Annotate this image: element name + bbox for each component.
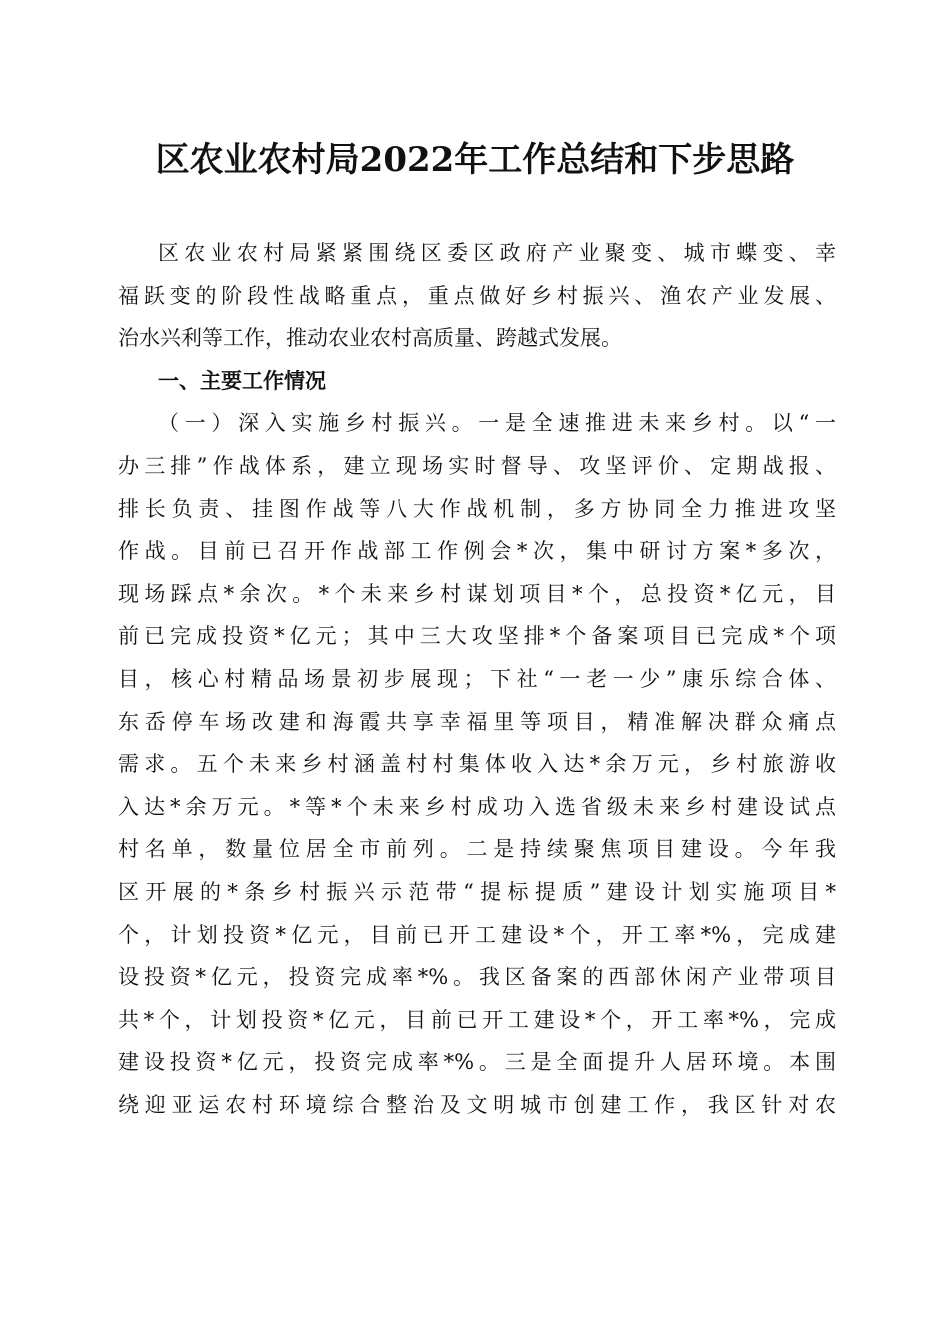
intro-paragraph (118, 232, 836, 360)
text-line: 前已完成投资*亿元；其中三大攻坚排*个备案项目已完成*个项 (118, 624, 836, 649)
text-line: 作战。目前已召开作战部工作例会*次，集中研讨方案*多次， (118, 539, 836, 564)
text-line: 福跃变的阶段性战略重点，重点做好乡村振兴、渔农产业发展、 (118, 283, 836, 308)
text-line: 入达*余万元。*等*个未来乡村成功入选省级未来乡村建设试点 (118, 794, 836, 819)
text-line: 东岙停车场改建和海霞共享幸福里等项目，精准解决群众痛点 (118, 709, 836, 734)
text-line: （一）深入实施乡村振兴。一是全速推进未来乡村。以“一 (158, 411, 836, 436)
text-line: 需求。五个未来乡村涵盖村村集体收入达*余万元，乡村旅游收 (118, 752, 836, 777)
text-line: 设投资*亿元，投资完成率*%。我区备案的西部休闲产业带项目 (118, 965, 836, 990)
text-line: 个，计划投资*亿元，目前已开工建设*个，开工率*%，完成建 (118, 922, 836, 947)
text-line: 区开展的*条乡村振兴示范带“提标提质”建设计划实施项目* (118, 879, 836, 904)
document-body (118, 232, 836, 1126)
text-line: 共*个，计划投资*亿元，目前已开工建设*个，开工率*%，完成 (118, 1007, 836, 1032)
text-line: 区农业农村局紧紧围绕区委区政府产业聚变、城市蝶变、幸 (158, 241, 836, 265)
text-line: 建设投资*亿元，投资完成率*%。三是全面提升人居环境。本围 (118, 1050, 836, 1075)
text-line: 治水兴利等工作，推动农业农村高质量、跨越式发展。 (118, 326, 622, 351)
text-line: 排长负责、挂图作战等八大作战机制，多方协同全力推进攻坚 (118, 496, 836, 521)
text-line: 办三排”作战体系，建立现场实时督导、攻坚评价、定期战报、 (118, 453, 836, 478)
text-line: 目，核心村精品场景初步展现；下社“一老一少”康乐综合体、 (118, 666, 836, 691)
text-line: 绕迎亚运农村环境综合整治及文明城市创建工作，我区针对农 (118, 1092, 836, 1117)
section-heading: 一、主要工作情况 (158, 368, 326, 393)
text-line: 村名单，数量位居全市前列。二是持续聚焦项目建设。今年我 (118, 837, 836, 862)
text-line: 现场踩点*余次。*个未来乡村谋划项目*个，总投资*亿元，目 (118, 581, 836, 606)
document-title: 区农业农村局2022年工作总结和下步思路 (155, 140, 795, 180)
section-paragraph (118, 402, 836, 1126)
